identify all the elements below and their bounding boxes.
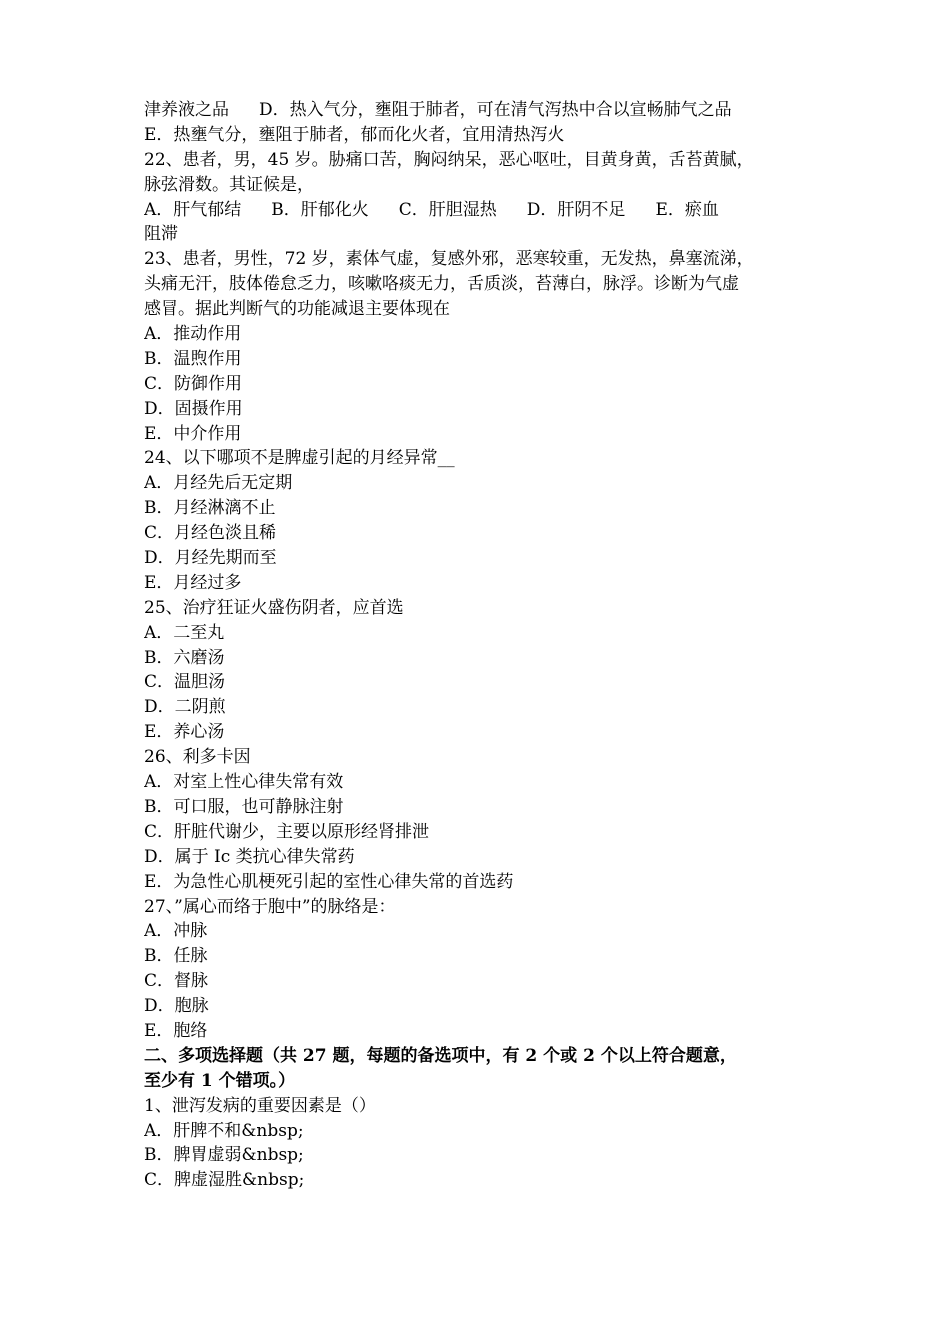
q27-option-c: C．督脉 bbox=[144, 971, 209, 992]
q22-option-e-continued: 阻滞 bbox=[144, 224, 178, 245]
mq1-option-a: A．肝脾不和&nbsp; bbox=[144, 1120, 304, 1141]
q25-option-a: A．二至丸 bbox=[144, 622, 225, 643]
q24-option-b: B．月经淋漓不止 bbox=[144, 498, 276, 519]
document-page bbox=[144, 98, 820, 1193]
q24-stem: 24、以下哪项不是脾虚引起的月经异常__ bbox=[144, 448, 455, 469]
q27-option-d: D．胞脉 bbox=[144, 996, 209, 1017]
q27-stem: 27、”属心而络于胞中”的脉络是： bbox=[144, 896, 396, 917]
q21-line-1 bbox=[144, 98, 820, 123]
q26-option-e: E．为急性心肌梗死引起的室性心律失常的首选药 bbox=[144, 871, 514, 892]
q25-option-b: B．六磨汤 bbox=[144, 647, 225, 668]
q22-stem-2: 脉弦滑数。其证候是， bbox=[144, 174, 314, 195]
q22-option-b: B．肝郁化火 bbox=[271, 199, 369, 220]
q25-option-d: D．二阴煎 bbox=[144, 697, 226, 718]
q23-option-e: E．中介作用 bbox=[144, 423, 242, 444]
q26-stem: 26、利多卡因 bbox=[144, 747, 251, 768]
q27-option-e: E．胞络 bbox=[144, 1020, 208, 1041]
mq1-option-c: C．脾虚湿胜&nbsp; bbox=[144, 1170, 305, 1191]
section-2-heading-2: 至少有 1 个错项。） bbox=[144, 1070, 296, 1091]
mq1-stem: 1、泄泻发病的重要因素是（） bbox=[144, 1095, 376, 1116]
q26-option-c: C．肝脏代谢少，主要以原形经肾排泄 bbox=[144, 821, 430, 842]
q24-option-c: C．月经色淡且稀 bbox=[144, 523, 277, 544]
mq1-option-b: B．脾胃虚弱&nbsp; bbox=[144, 1145, 304, 1166]
q23-option-a: A．推动作用 bbox=[144, 324, 242, 345]
q24-option-e: E．月经过多 bbox=[144, 572, 242, 593]
q21-line-1a: 津养液之品 bbox=[144, 100, 229, 120]
q23-option-b: B．温煦作用 bbox=[144, 348, 242, 369]
q26-option-a: A．对室上性心律失常有效 bbox=[144, 772, 344, 793]
q22-option-c: C．肝胆湿热 bbox=[398, 199, 497, 220]
q24-option-a: A．月经先后无定期 bbox=[144, 473, 293, 494]
q26-option-b: B．可口服，也可静脉注射 bbox=[144, 796, 344, 817]
q23-option-d: D．固摄作用 bbox=[144, 398, 243, 419]
q21-option-d: D．热入气分，壅阻于肺者，可在清气泻热中合以宣畅肺气之品 bbox=[259, 100, 732, 120]
q22-options-row bbox=[144, 198, 820, 223]
q25-stem: 25、治疗狂证火盛伤阴者，应首选 bbox=[144, 597, 404, 618]
q22-option-e: E．瘀血 bbox=[655, 199, 719, 220]
q23-option-c: C．防御作用 bbox=[144, 373, 243, 394]
q22-option-d: D．肝阴不足 bbox=[526, 199, 626, 220]
q23-stem-2: 头痛无汗，肢体倦怠乏力，咳嗽咯痰无力，舌质淡，苔薄白，脉浮。诊断为气虚 bbox=[144, 274, 739, 295]
q23-stem-3: 感冒。据此判断气的功能减退主要体现在 bbox=[144, 299, 450, 320]
q22-stem-1: 22、患者，男，45 岁。胁痛口苦，胸闷纳呆，恶心呕吐，目黄身黄，舌苔黄腻， bbox=[144, 149, 754, 170]
q22-option-a: A．肝气郁结 bbox=[144, 199, 242, 220]
q25-option-c: C．温胆汤 bbox=[144, 672, 226, 693]
q24-option-d: D．月经先期而至 bbox=[144, 548, 277, 569]
q21-option-e: E．热壅气分，壅阻于肺者，郁而化火者，宜用清热泻火 bbox=[144, 124, 565, 145]
q26-option-d: D．属于 Ic 类抗心律失常药 bbox=[144, 846, 355, 867]
q27-option-b: B．任脉 bbox=[144, 946, 208, 967]
q27-option-a: A．冲脉 bbox=[144, 921, 208, 942]
q23-stem-1: 23、患者，男性，72 岁，素体气虚，复感外邪，恶寒较重，无发热，鼻塞流涕， bbox=[144, 249, 754, 270]
section-2-heading-1: 二、多项选择题（共 27 题，每题的备选项中，有 2 个或 2 个以上符合题意， bbox=[144, 1045, 737, 1066]
q25-option-e: E．养心汤 bbox=[144, 722, 225, 743]
